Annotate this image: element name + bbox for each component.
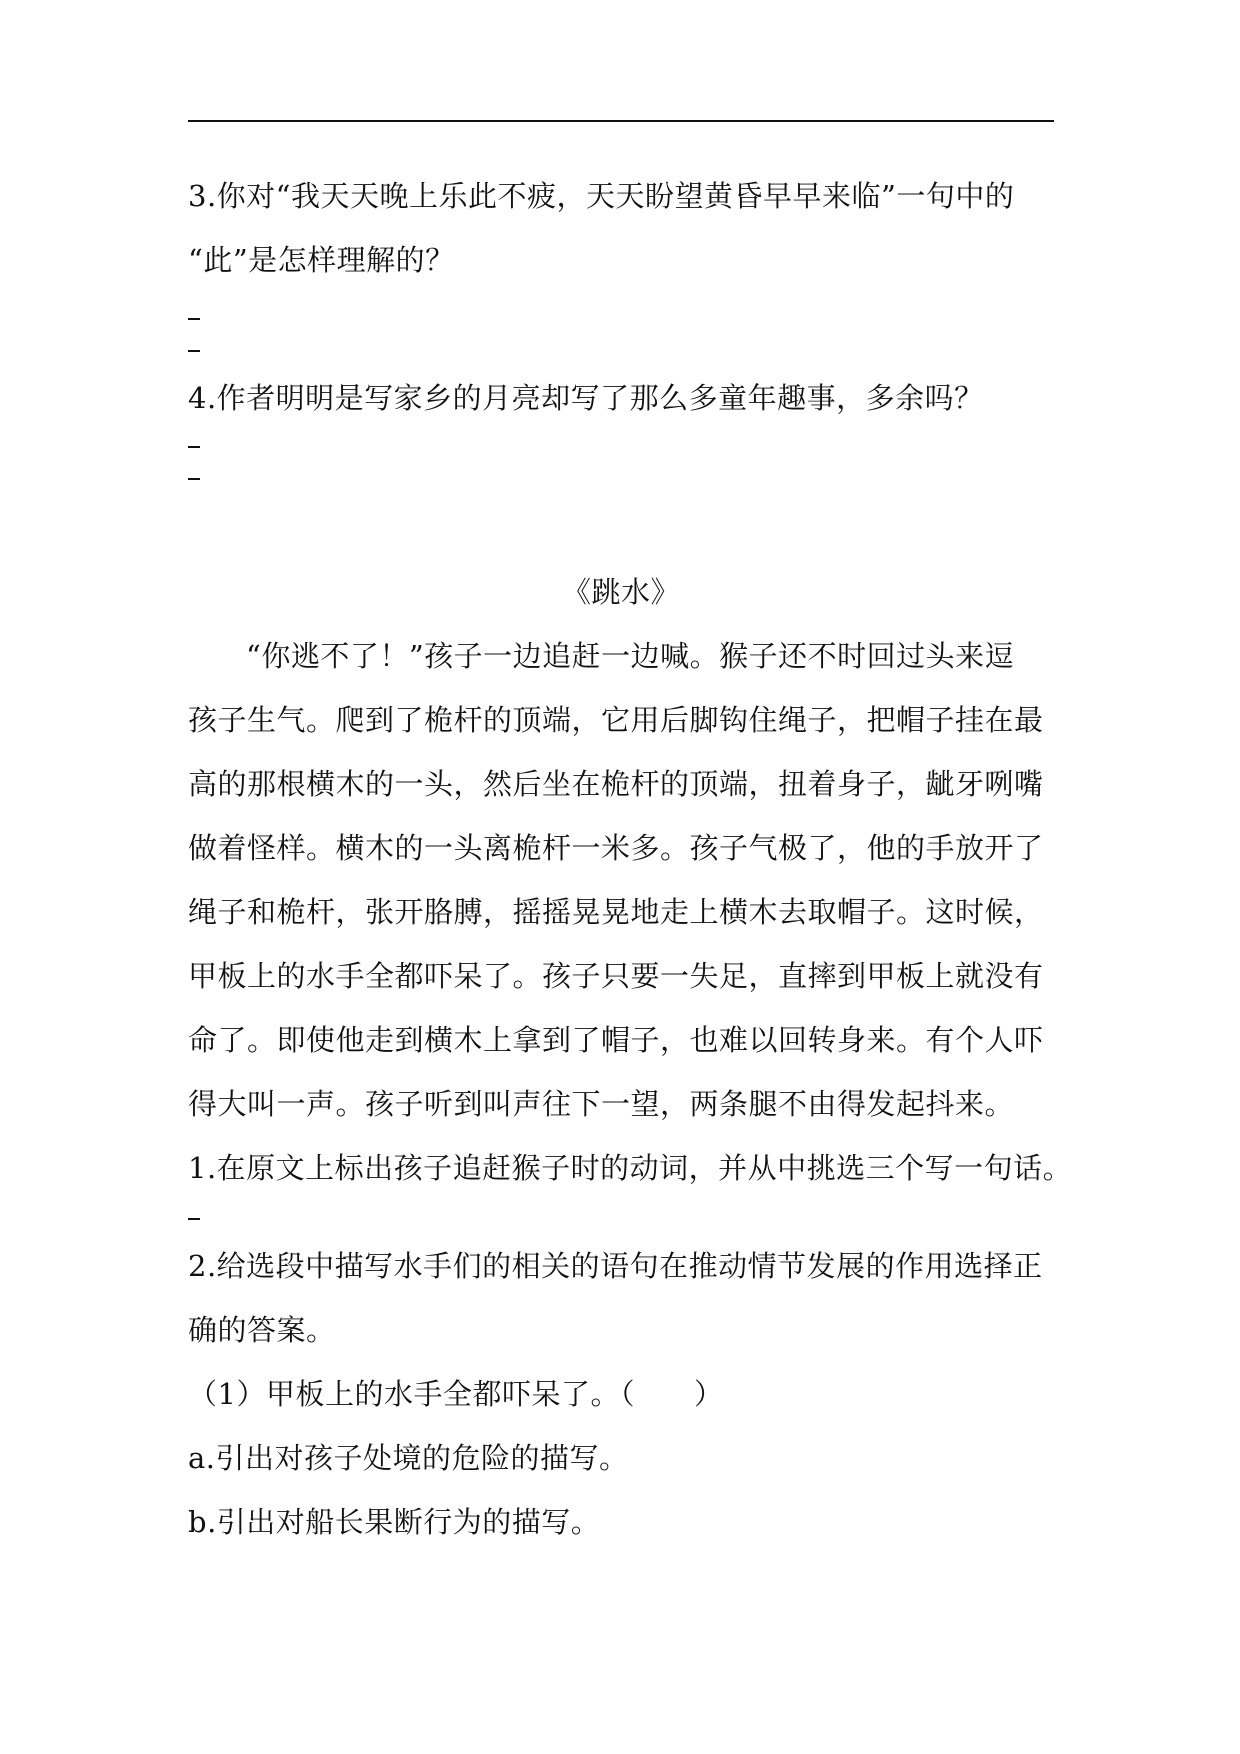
passage-line: 孩子生气。爬到了桅杆的顶端，它用后脚钩住绳子，把帽子挂在最 xyxy=(188,703,1044,737)
passage-line: 绳子和桅杆，张开胳膊，摇摇晃晃地走上横木去取帽子。这时候， xyxy=(188,895,1044,929)
answer-blank[interactable] xyxy=(188,318,200,320)
top-rule xyxy=(188,120,1054,122)
passage-line: 甲板上的水手全都吓呆了。孩子只要一失足，直摔到甲板上就没有 xyxy=(188,959,1044,993)
question-4: 4.作者明明是写家乡的月亮却写了那么多童年趣事，多余吗？ xyxy=(188,381,984,415)
answer-blank[interactable] xyxy=(188,478,200,480)
sub-question-1: （1）甲板上的水手全都吓呆了。（ ） xyxy=(188,1377,724,1411)
passage-line: 做着怪样。横木的一头离桅杆一米多。孩子气极了，他的手放开了 xyxy=(188,831,1044,865)
option-a: a.引出对孩子处境的危险的描写。 xyxy=(188,1441,629,1475)
passage-title: 《跳水》 xyxy=(561,575,680,609)
answer-blank[interactable] xyxy=(188,446,200,448)
passage-line: “你逃不了！”孩子一边追赶一边喊。猴子还不时回过头来逗 xyxy=(246,639,1015,673)
passage-line: 命了。即使他走到横木上拿到了帽子，也难以回转身来。有个人吓 xyxy=(188,1023,1044,1057)
question-1: 1.在原文上标出孩子追赶猴子时的动词，并从中挑选三个写一句话。 xyxy=(188,1151,1073,1185)
passage-line: 高的那根横木的一头，然后坐在桅杆的顶端，扭着身子，龇牙咧嘴 xyxy=(188,767,1044,801)
passage-line: 得大叫一声。孩子听到叫声往下一望，两条腿不由得发起抖来。 xyxy=(188,1087,1015,1121)
answer-blank[interactable] xyxy=(188,1218,200,1220)
answer-blank[interactable] xyxy=(188,350,200,352)
question-3-line-2: “此”是怎样理解的？ xyxy=(188,243,455,277)
option-b: b.引出对船长果断行为的描写。 xyxy=(188,1505,601,1539)
question-3-line-1: 3.你对“我天天晚上乐此不疲，天天盼望黄昏早早来临”一句中的 xyxy=(188,179,1015,213)
question-2-line-1: 2.给选段中描写水手们的相关的语句在推动情节发展的作用选择正 xyxy=(188,1249,1043,1283)
question-2-line-2: 确的答案。 xyxy=(188,1313,336,1347)
